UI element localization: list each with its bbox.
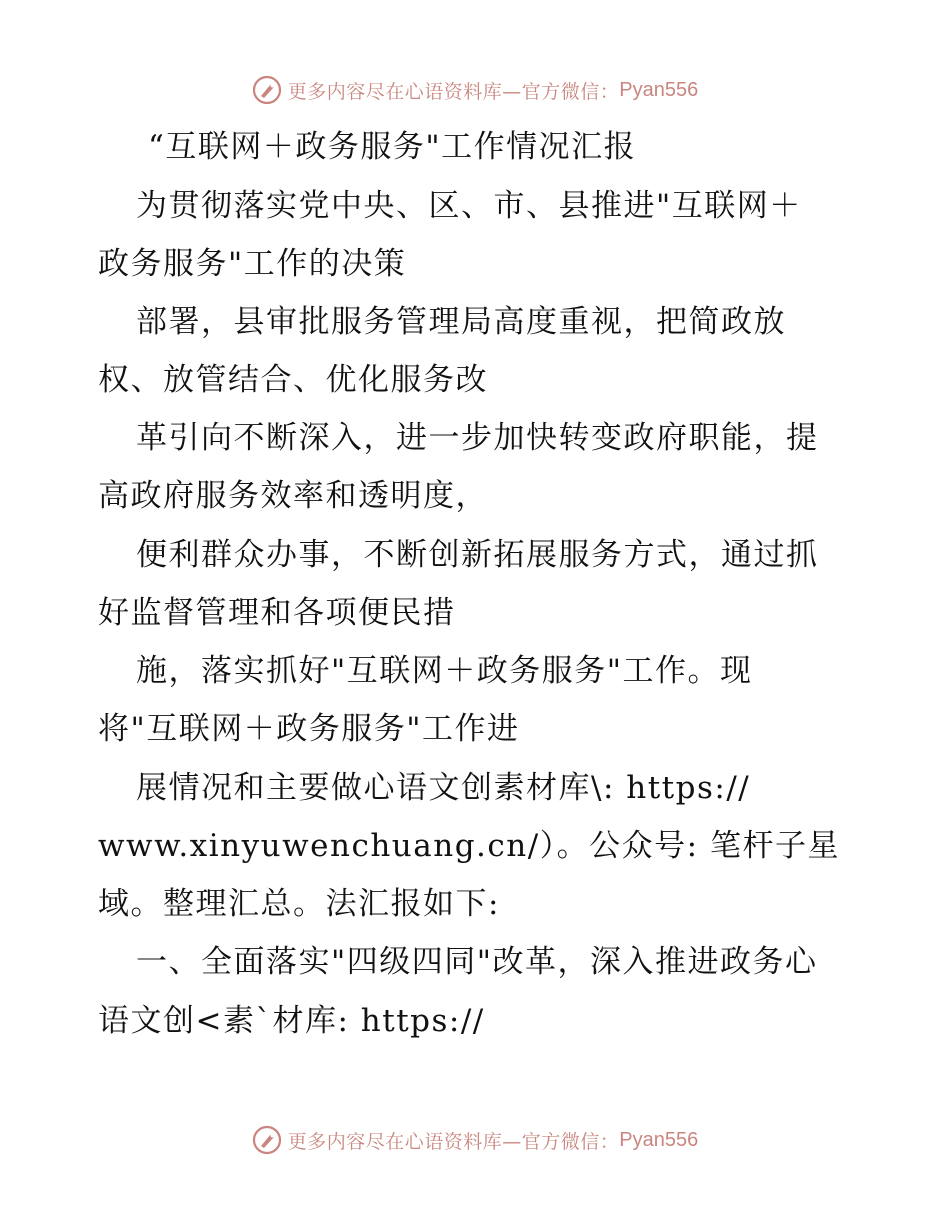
paragraph-line: 语文创<素`材库: https:// <box>98 1003 485 1039</box>
paragraph-line: 域。整理汇总。法汇报如下: <box>98 886 500 922</box>
document-title: “互联网＋政务服务"工作情况汇报 <box>148 129 637 165</box>
pen-nib-logo-icon <box>252 1125 282 1155</box>
paragraph-line: 革引向不断深入，进一步加快转变政府职能，提 <box>136 420 819 456</box>
header-watermark <box>0 73 950 107</box>
paragraph-line: 展情况和主要做心语文创素材库\: https:// <box>136 770 751 806</box>
paragraph-line: 将"互联网＋政务服务"工作进 <box>98 711 520 747</box>
paragraph-line: 便利群众办事，不断创新拓展服务方式，通过抓 <box>136 537 819 573</box>
paragraph-line: 部署，县审批服务管理局高度重视，把简政放 <box>136 304 786 340</box>
paragraph-line: 权、放管结合、优化服务改 <box>98 362 488 398</box>
paragraph-line: 为贯彻落实党中央、区、市、县推进"互联网＋ <box>136 188 802 224</box>
section-heading: 一、全面落实"四级四同"改革，深入推进政务心 <box>136 944 818 980</box>
paragraph-line: 施，落实抓好"互联网＋政务服务"工作。现 <box>136 653 753 689</box>
watermark-wechat-handle: Pyan556 <box>619 78 699 101</box>
watermark-text: 更多内容尽在心语资料库—官方微信： <box>287 80 620 103</box>
watermark-text: 更多内容尽在心语资料库—官方微信： <box>287 1130 620 1153</box>
footer-watermark <box>0 1123 950 1157</box>
pen-nib-logo-icon <box>252 75 282 105</box>
paragraph-line: 好监督管理和各项便民措 <box>98 595 456 631</box>
paragraph-line: www.xinyuwenchuang.cn/）。公众号: 笔杆子星 <box>98 828 840 864</box>
paragraph-line: 高政府服务效率和透明度， <box>98 478 488 514</box>
watermark-wechat-handle: Pyan556 <box>619 1128 699 1151</box>
paragraph-line: 政务服务"工作的决策 <box>98 246 407 282</box>
